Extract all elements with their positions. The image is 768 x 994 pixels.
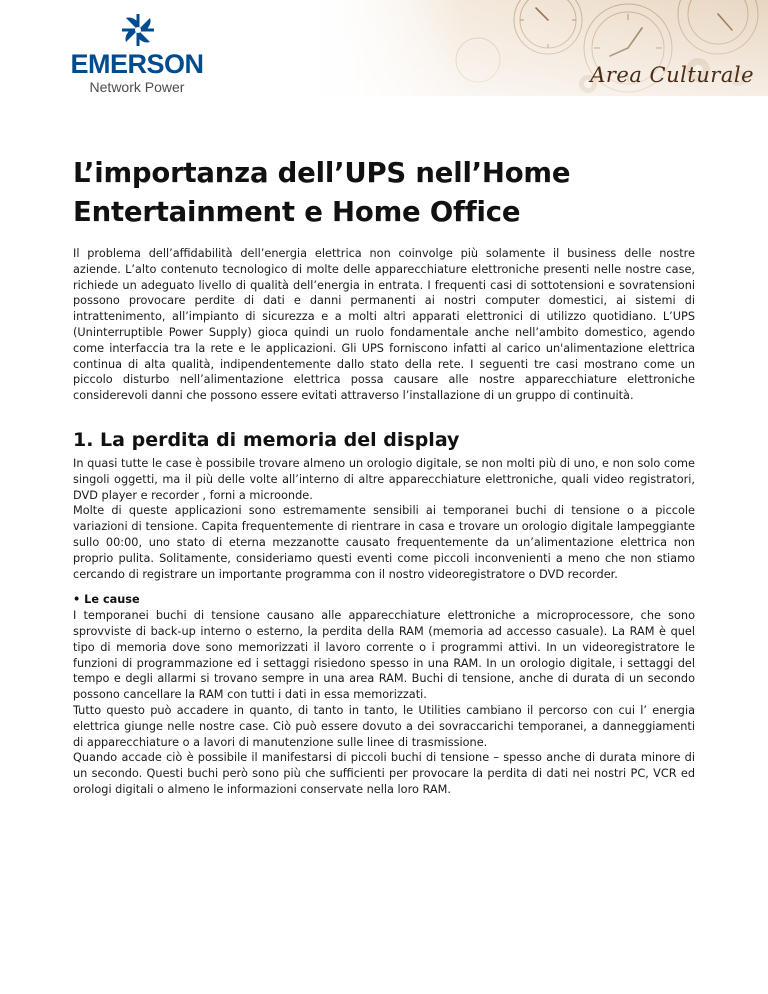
emerson-logo	[62, 12, 212, 95]
document-title-line-2: Entertainment e Home Office	[73, 196, 521, 228]
intro-paragraph: Il problema dell’affidabilità dell’energia elettrica non coinvolge più solamente il business delle nostre aziende. L’alto contenuto tecnologico di molte delle apparecchiature elettroniche presenti nelle nostre case, richiede un adeguato livello di qualità dell’energia in entrata. I frequenti casi di sottotensioni e sovratensioni possono provocare perdite di dati e danni permanenti ai nostri computer domestici, ai sistemi di intrattenimento, all’impianto di sicurezza e a molti altri apparati elettronici di utilizzo quotidiano. L’UPS (Uninterruptible Power Supply) gioca quindi un ruolo fondamentale anche nell’ambito domestico, agendo come interfaccia tra la rete e le applicazioni. Gli UPS forniscono infatti al carico un'alimentazione elettrica continua di alta qualità, indipendentemente dallo stato della rete. I seguenti tre casi mostrano come un piccolo disturbo nell’alimentazione elettrica possa causare alle nostre apparecchiature elettroniche considerevoli danni che possono essere evitati attraverso l’installazione di un gruppo di continuità.	[73, 247, 695, 403]
document-body	[73, 154, 695, 798]
brand-name: EMERSON	[70, 49, 204, 79]
causes-paragraph-2: Tutto questo può accadere in quanto, di tanto in tanto, le Utilities cambiano il percorso con cui l’ energia elettrica giunge nelle nostre case. Ciò può essere dovuto a dei sovraccarichi temporanei, a danneggiamenti di apparecchiature o a lavori di manutenzione sulle linee di trasmissione.	[73, 703, 695, 749]
causes-paragraph-1: I temporanei buchi di tensione causano alle apparecchiature elettroniche a microprocessore, che sono sprovviste di back-up interno o esterno, la perdita della RAM (memoria ad accesso casuale). La RAM è quel tipo di memoria dove sono memorizzati il lavoro corrente o i programmi attivi. In un videoregistratore le funzioni di programmazione ed i settaggi risiedono spesso in una RAM. In un orologio digitale, i settaggi del tempo e degli allarmi si trovano sempre in una area RAM. Buchi di tensione, anche di durata di un secondo possono cancellare la RAM con tutti i dati in essa memorizzati.	[73, 609, 695, 702]
section-1-paragraph-1: In quasi tutte le case è possibile trovare almeno un orologio digitale, se non molti più di uno, e non solo come singoli oggetti, ma il più delle volte all’interno di altre apparecchiature elettroniche, quali video registratori, DVD player e recorder , forni a microonde.	[73, 456, 695, 502]
document-title	[73, 154, 695, 232]
section-1-paragraph-2: Molte di queste applicazioni sono estremamente sensibili ai temporanei buchi di tensione o a piccole variazioni di tensione. Capita frequentemente di rientrare in casa e trovare un orologio digitale lampeggiante sullo 00:00, uno stato di eterna mezzanotte causato frequentemente da un’alimentazione elettrica non proprio pulita. Solitamente, consideriamo questi eventi come piccoli inconvenienti a meno che non stiamo cercando di registrare un importante programma con il nostro videoregistratore o DVD recorder.	[73, 504, 695, 581]
emerson-logo-mark-icon	[120, 12, 156, 48]
spacer	[73, 582, 695, 592]
section-1-heading: 1. La perdita di memoria del display	[73, 428, 460, 451]
banner-title: Area Culturale	[590, 63, 754, 87]
document-title-line-1: L’importanza dell’UPS nell’Home	[73, 157, 571, 189]
area-culturale-banner	[298, 0, 768, 96]
causes-paragraph-3: Quando accade ciò è possibile il manifestarsi di piccoli buchi di tensione – spesso anche di durata minore di un secondo. Questi buchi però sono più che sufficienti per provocare la perdita di dati nei nostri PC, VCR ed orologi digitali o almeno le informazioni conservate nella loro RAM.	[73, 751, 695, 796]
page-header	[0, 0, 768, 110]
brand-subtitle: Network Power	[89, 79, 185, 95]
causes-heading: • Le cause	[73, 593, 140, 607]
